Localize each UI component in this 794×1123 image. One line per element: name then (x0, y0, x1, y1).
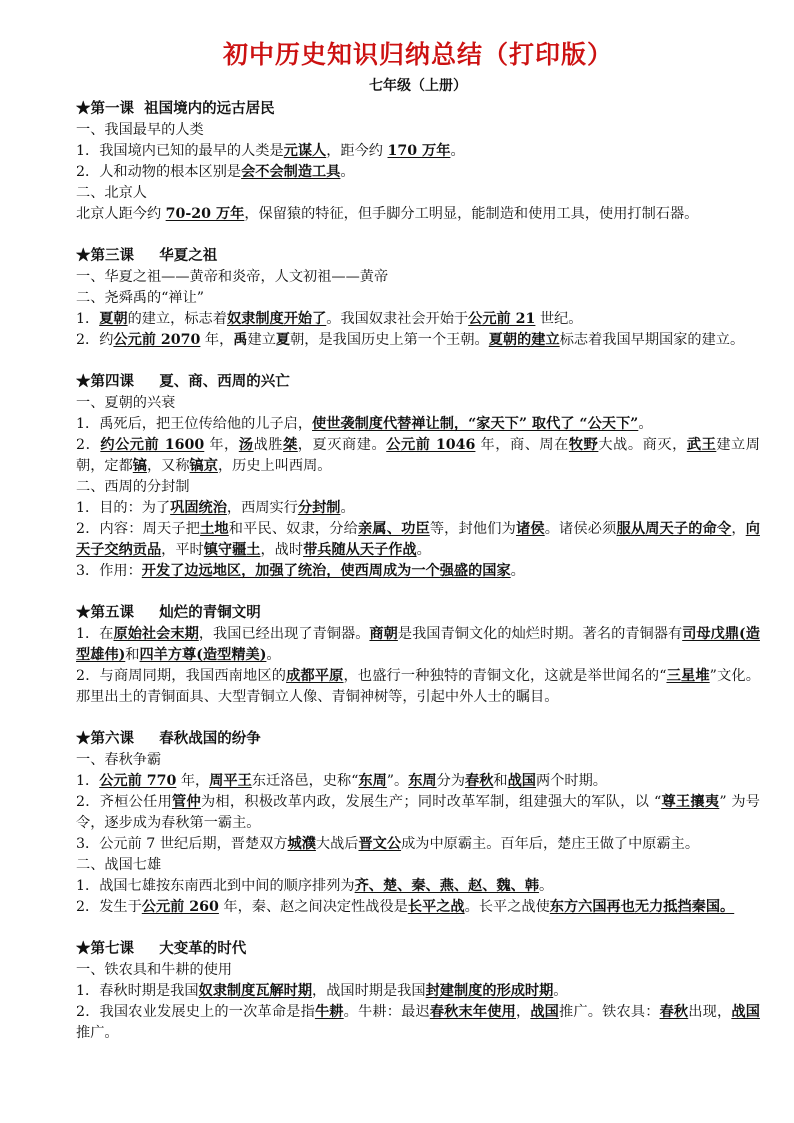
text-segment: ，又称 (146, 458, 190, 474)
key-term: 会不会制造工具 (241, 164, 341, 180)
key-term: 170 万年 (387, 143, 451, 159)
text-line (76, 393, 760, 414)
text-segment: 。 (510, 563, 525, 579)
key-term: 镐 (132, 458, 147, 474)
text-segment: 推广。 (76, 1025, 119, 1041)
text-segment: 大战后 (315, 836, 359, 852)
text-line (76, 666, 760, 708)
text-segment: 一、夏朝的兴衰 (76, 395, 176, 411)
text-segment: 2．人和动物的根本区别是 (76, 164, 242, 180)
key-term: 原始社会末期 (113, 626, 199, 642)
key-term: 镇守疆土 (203, 542, 261, 558)
text-line (76, 204, 760, 225)
text-line (76, 855, 760, 876)
text-line (76, 981, 760, 1002)
lesson-section (76, 371, 760, 582)
text-segment: 朝，是我国历史上第一个王朝。 (290, 332, 489, 348)
text-line (76, 288, 760, 309)
text-segment: ，夏灭商建。 (297, 437, 387, 453)
lessons-container (76, 98, 760, 1044)
text-segment: 1．目的：为了 (76, 500, 171, 516)
text-segment: 2．约 (76, 332, 114, 348)
text-segment: 两个时期。 (536, 773, 607, 789)
text-line (76, 876, 760, 897)
key-term: 战国 (507, 773, 536, 789)
text-segment: 。牛耕：最迟 (343, 1004, 430, 1020)
lesson-section (76, 602, 760, 708)
key-term: 春秋末年使用 (429, 1004, 516, 1020)
text-segment: 。 (450, 143, 465, 159)
text-line (76, 792, 760, 834)
text-segment: 。长平之战使 (464, 899, 550, 915)
text-line (76, 834, 760, 855)
lesson-title: ★第一课 祖国境内的远古居民 (76, 100, 275, 117)
text-segment: 北京人距今约 (76, 206, 166, 222)
text-segment: ”文化。那里出土的青铜面具、大型青铜立人像、青铜神树等，引起中外人士的瞩目。 (76, 668, 760, 705)
text-segment: 和 (493, 773, 508, 789)
text-line (76, 120, 760, 141)
key-term: 约公元前 1600 (100, 437, 205, 453)
key-term: 战国 (731, 1004, 760, 1020)
text-segment: 二、西周的分封制 (76, 479, 190, 495)
text-line (76, 561, 760, 582)
text-segment: 是我国青铜文化的灿烂时期。著名的青铜器有 (397, 626, 683, 642)
lesson-section (76, 938, 760, 1044)
key-term: 开发了边远地区，加强了统治，使西周成为一个强盛的国家 (141, 563, 511, 579)
key-term: 武王 (686, 437, 717, 453)
text-segment: 1．春秋时期是我国 (76, 983, 199, 999)
text-segment: 。 (266, 647, 281, 663)
text-segment: 1． (76, 773, 100, 789)
text-line (76, 960, 760, 981)
text-line (76, 183, 760, 204)
text-segment: 。 (638, 416, 653, 432)
key-term: 四羊方尊(造型精美) (139, 647, 267, 663)
bold-term: 夏 (275, 332, 291, 348)
text-line (76, 498, 760, 519)
key-term: 诸侯 (515, 521, 545, 537)
lesson-title: ★第三课 华夏之祖 (76, 247, 218, 264)
key-term: 成都平原 (286, 668, 344, 684)
text-segment: 。 (539, 878, 554, 894)
text-segment: ，历史上叫西周。 (217, 458, 332, 474)
key-term: 齐、楚、秦、燕、赵、魏、韩 (354, 878, 540, 894)
text-segment: 年， (204, 437, 239, 453)
text-segment: ”。 (386, 773, 409, 789)
text-line (76, 519, 760, 561)
text-line (76, 414, 760, 435)
text-segment: 1．禹死后，把王位传给他的儿子启， (76, 416, 313, 432)
key-term: 东周 (358, 773, 387, 789)
text-line (76, 624, 760, 666)
text-segment: 分为 (436, 773, 466, 789)
key-term: 东方六国再也无力抵挡秦国。 (549, 899, 735, 915)
lesson-title: ★第五课 灿烂的青铜文明 (76, 604, 261, 621)
bold-term: 禹 (233, 332, 248, 348)
key-term: 城濮 (287, 836, 316, 852)
text-segment: ，距今约 (326, 143, 388, 159)
text-segment: 等，封他们为 (429, 521, 516, 537)
key-term: 桀 (283, 437, 298, 453)
text-segment: ，也盛行一种独特的青铜文化，这就是举世闻名的“ (343, 668, 667, 684)
text-segment: 1． (76, 311, 100, 327)
text-segment: 为相，积极改革内政，发展生产；同时改革军制，组建强大的军队，以 “ (200, 794, 662, 810)
key-term: 商朝 (369, 626, 398, 642)
key-term: 亲属、功臣 (358, 521, 430, 537)
text-segment: ，战时 (260, 542, 304, 558)
key-term: 公元前 260 (141, 899, 219, 915)
lesson-title: ★第四课 夏、商、西周的兴亡 (76, 373, 290, 390)
text-line (76, 771, 760, 792)
document-title: 初中历史知识归纳总结（打印版） (222, 40, 613, 69)
key-term: 公元前 770 (99, 773, 177, 789)
text-segment: 出现， (688, 1004, 732, 1020)
key-term: 长平之战 (407, 899, 465, 915)
text-segment: 一、春秋争霸 (76, 752, 162, 768)
text-segment: ，保留猿的特征，但手脚分工明显，能制造和使用工具，使用打制石器。 (244, 206, 699, 222)
text-segment: 建立周朝，定都 (76, 437, 760, 474)
text-segment: ，我国已经出现了青铜器。 (198, 626, 370, 642)
text-line (76, 330, 760, 351)
key-term: 分封制 (297, 500, 341, 516)
text-segment: 一、铁农具和牛耕的使用 (76, 962, 233, 978)
key-term: 三星堆 (666, 668, 710, 684)
text-segment: 3．作用： (76, 563, 142, 579)
key-term: 牛耕 (314, 1004, 344, 1020)
key-term: 夏朝 (99, 311, 128, 327)
text-segment: 。 (340, 164, 355, 180)
lesson-title: ★第六课 春秋战国的纷争 (76, 730, 261, 747)
text-segment: ，平时 (161, 542, 204, 558)
document-subtitle: 七年级（上册） (369, 78, 467, 94)
text-segment: 成为中原霸主。百年后，楚庄王做了中原霸主。 (401, 836, 700, 852)
text-segment: 二、北京人 (76, 185, 147, 201)
text-line (76, 309, 760, 330)
key-term: 公元前 21 (468, 311, 536, 327)
key-term: 70-20 万年 (165, 206, 245, 222)
text-segment: 年，秦、赵之间决定性战役是 (218, 899, 408, 915)
text-segment: 。 (340, 500, 355, 516)
lesson-section (76, 728, 760, 918)
key-term: 服从周天子的命令 (616, 521, 732, 537)
text-line (76, 1002, 760, 1044)
key-term: 管仲 (172, 794, 201, 810)
key-term: 奴隶制度开始了 (226, 311, 327, 327)
key-term: 尊王攘夷 (661, 794, 720, 810)
text-segment: 。我国奴隶社会开始于 (326, 311, 469, 327)
key-term: 春秋 (465, 773, 494, 789)
text-segment: 2．发生于 (76, 899, 142, 915)
key-term: 战国 (530, 1004, 560, 1020)
key-term: 镐京 (189, 458, 218, 474)
text-segment: 和 (125, 647, 140, 663)
key-term: 封建制度的形成时期 (425, 983, 554, 999)
key-term: 巩固统治 (170, 500, 227, 516)
text-segment: 年， (176, 773, 210, 789)
text-segment: 2．我国农业发展史上的一次革命是指 (76, 1004, 315, 1020)
text-segment: 。 (416, 542, 431, 558)
lesson-section (76, 245, 760, 351)
key-term: 带兵随从天子作战 (303, 542, 417, 558)
key-term: 向天子交纳贡品 (76, 521, 760, 558)
text-segment: 和平民、奴隶，分给 (228, 521, 359, 537)
text-line (76, 750, 760, 771)
text-segment: 战胜 (253, 437, 284, 453)
text-segment: 的建立，标志着 (127, 311, 227, 327)
text-segment: 一、华夏之祖——黄帝和炎帝，人文初祖——黄帝 (76, 269, 389, 285)
key-term: 土地 (200, 521, 229, 537)
text-line (76, 267, 760, 288)
text-line (76, 477, 760, 498)
lesson-section (76, 98, 760, 225)
key-term: 公元前 1046 (386, 437, 476, 453)
text-segment: 。诸侯必须 (544, 521, 617, 537)
text-segment: 2．与商周同期，我国西南地区的 (76, 668, 287, 684)
text-segment: 1．我国境内已知的最早的人类是 (76, 143, 284, 159)
text-segment: 3．公元前 7 世纪后期，晋楚双方 (76, 836, 288, 852)
text-segment: ，战国时期是我国 (312, 983, 426, 999)
text-segment: 建立 (247, 332, 276, 348)
key-term: 公元前 2070 (113, 332, 201, 348)
key-term: 汤 (238, 437, 254, 453)
key-term: 周平王 (209, 773, 252, 789)
text-segment: 标志着我国早期国家的建立。 (559, 332, 745, 348)
text-segment: 1．在 (76, 626, 114, 642)
text-segment: ， (731, 521, 746, 537)
key-term: 奴隶制度瓦解时期 (198, 983, 313, 999)
text-segment: 2．内容：周天子把 (76, 521, 201, 537)
text-line (76, 162, 760, 183)
text-segment: 年，商、周在 (475, 437, 569, 453)
text-segment: ” 为号令，逐步成为春秋第一霸主。 (76, 794, 760, 831)
text-segment: 大战。商灭， (598, 437, 687, 453)
key-term: 春秋 (659, 1004, 689, 1020)
text-segment: 2．齐桓公任用 (76, 794, 173, 810)
text-segment: 年， (200, 332, 234, 348)
text-segment: 东迁洛邑，史称“ (251, 773, 359, 789)
key-term: 司母戊鼎(造型雄伟) (76, 626, 760, 663)
text-segment: ，西周实行 (226, 500, 298, 516)
text-segment: 2． (76, 437, 101, 453)
key-term: 使世袭制度代替禅让制，“家天下” 取代了 “公天下” (312, 416, 639, 432)
text-segment: 二、尧舜禹的“禅让” (76, 290, 205, 306)
text-segment: 一、我国最早的人类 (76, 122, 204, 138)
text-line (76, 141, 760, 162)
key-term: 夏朝的建立 (488, 332, 560, 348)
lesson-title: ★第七课 大变革的时代 (76, 940, 247, 957)
text-segment: 世纪。 (535, 311, 583, 327)
text-segment: 。 (553, 983, 568, 999)
text-segment: 1．战国七雄按东南西北到中间的顺序排列为 (76, 878, 355, 894)
text-line (76, 897, 760, 918)
text-segment: 推广。铁农具： (559, 1004, 660, 1020)
key-term: 东周 (408, 773, 437, 789)
key-term: 元谋人 (283, 143, 327, 159)
text-segment: 二、战国七雄 (76, 857, 162, 873)
key-term: 牧野 (568, 437, 599, 453)
key-term: 晋文公 (358, 836, 402, 852)
text-segment: ， (515, 1004, 531, 1020)
text-line (76, 435, 760, 477)
